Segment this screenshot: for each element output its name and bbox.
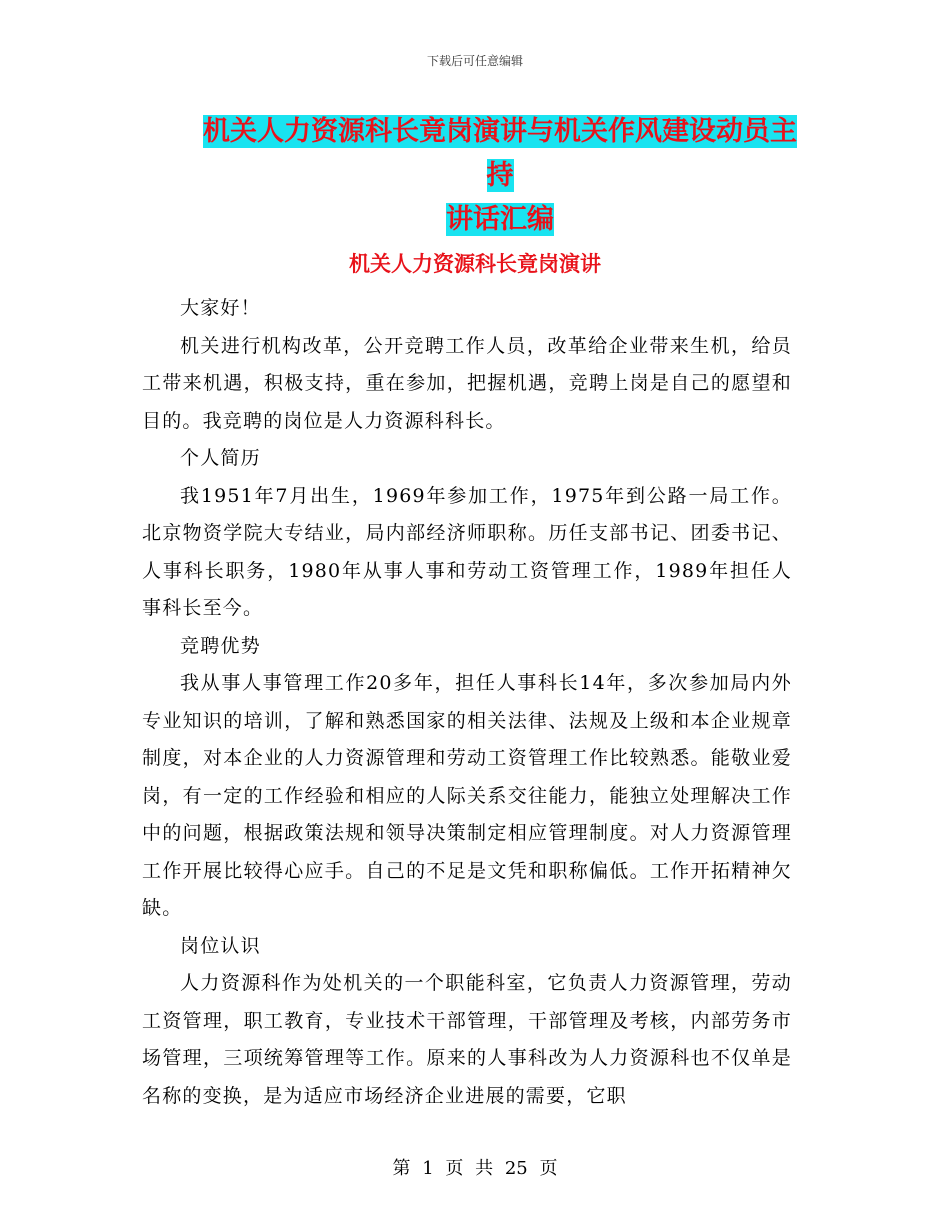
paragraph: 我从事人事管理工作20多年，担任人事科长14年，多次参加局内外专业知识的培训，了解和熟悉国家的相关法律、法规及上级和本企业规章制度，对本企业的人力资源管理和劳动工资管理工作比较熟悉。能敬业爱岗，有一定的工作经验和相应的人际关系交往能力，能独立处理解决工作中的问题，根据政策法规和领导决策制定相应管理制度。对人力资源管理工作开展比较得心应手。自己的不足是文凭和职称偏低。工作开拓精神欠缺。 bbox=[142, 672, 792, 919]
page-footer: 第 1 页 共 25 页 bbox=[392, 1158, 558, 1179]
title-line-1: 机关人力资源科长竟岗演讲与机关作风建设动员主持 bbox=[203, 116, 797, 191]
paragraph-greeting: 大家好！ bbox=[180, 297, 261, 319]
document-body bbox=[142, 290, 792, 1115]
subheading-position: 岗位认识 bbox=[180, 934, 261, 957]
header-note: 下载后可任意编辑 bbox=[426, 54, 523, 68]
section-title: 机关人力资源科长竟岗演讲 bbox=[349, 252, 601, 276]
subheading-advantages: 竞聘优势 bbox=[180, 634, 261, 657]
title-line-2: 讲话汇编 bbox=[446, 204, 554, 235]
document-title bbox=[190, 110, 810, 242]
paragraph: 我1951年7月出生，1969年参加工作，1975年到公路一局工作。北京物资学院大专结业，局内部经济师职称。历任支部书记、团委书记、人事科长职务，1980年从事人事和劳动工资管理工作，1989年担任人事科长至今。 bbox=[142, 484, 792, 619]
subheading-resume: 个人简历 bbox=[180, 447, 261, 469]
paragraph: 机关进行机构改革，公开竞聘工作人员，改革给企业带来生机，给员工带来机遇，积极支持，重在参加，把握机遇，竞聘上岗是自己的愿望和目的。我竞聘的岗位是人力资源科科长。 bbox=[142, 334, 792, 432]
paragraph: 人力资源科作为处机关的一个职能科室，它负责人力资源管理，劳动工资管理，职工教育，专业技术干部管理，干部管理及考核，内部劳务市场管理，三项统筹管理等工作。原来的人事科改为人力资源科也不仅单是名称的变换，是为适应市场经济企业进展的需要，它职 bbox=[142, 972, 792, 1107]
